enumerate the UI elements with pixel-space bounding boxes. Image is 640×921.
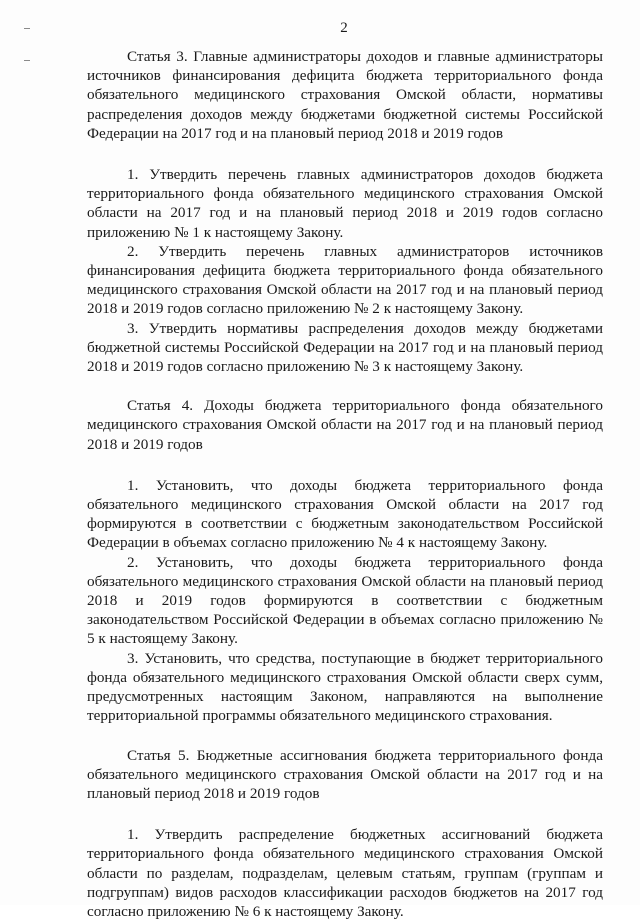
scan-margin-mark — [24, 60, 30, 61]
article-heading: Статья 5. Бюджетные ассигнования бюджета территориального фонда обязательного медицинского страхования Омской области на 2017 год и на плановый период 2018 и 2019 годов — [87, 746, 603, 804]
article-3 — [87, 47, 603, 376]
paragraph: 2. Установить, что доходы бюджета территориального фонда обязательного медицинского страхования Омской области на плановый период 2018 и 2019 годов формируются в соответствии с бюджетным законодательством Российской Федерации в объемах согласно приложению № 5 к настоящему Закону. — [87, 553, 603, 649]
article-heading: Статья 3. Главные администраторы доходов и главные администраторы источников финансирования дефицита бюджета территориального фонда обязательного медицинского страхования Омской области, нормативы распределения доходов между бюджетами бюджетной системы Российской Федерации на 2017 год и на плановый период 2018 и 2019 годов — [87, 47, 603, 143]
article-heading: Статья 4. Доходы бюджета территориального фонда обязательного медицинского страхования Омской области на 2017 год и на плановый период 2018 и 2019 годов — [87, 396, 603, 454]
paragraph: 1. Установить, что доходы бюджета территориального фонда обязательного медицинского страхования Омской области на 2017 год формируются в соответствии с бюджетным законодательством Российской Федерации в объемах согласно приложению № 4 к настоящему Закону. — [87, 476, 603, 553]
paragraph: 3. Установить, что средства, поступающие в бюджет территориального фонда обязательного медицинского страхования Омской области сверх сумм, предусмотренных настоящим Законом, направляются на выполнение территориальной программы обязательного медицинского страхования. — [87, 649, 603, 726]
page-number: 2 — [24, 20, 640, 37]
article-5 — [87, 746, 603, 921]
document-body — [87, 47, 603, 921]
article-4 — [87, 396, 603, 725]
paragraph: 1. Утвердить перечень главных администраторов доходов бюджета территориального фонда обязательного медицинского страхования Омской области на 2017 год и на плановый период 2018 и 2019 годов согласно приложению № 1 к настоящему Закону. — [87, 165, 603, 242]
paragraph: 1. Утвердить распределение бюджетных ассигнований бюджета территориального фонда обязательного медицинского страхования Омской области по разделам, подразделам, целевым статьям, группам (группам и подгруппам) видов расходов классификации расходов бюджетов на 2017 год согласно приложению № 6 к настоящему Закону. — [87, 825, 603, 921]
paragraph: 3. Утвердить нормативы распределения доходов между бюджетами бюджетной системы Российской Федерации на 2017 год и на плановый период 2018 и 2019 годов согласно приложению № 3 к настоящему Закону. — [87, 319, 603, 377]
paragraph: 2. Утвердить перечень главных администраторов источников финансирования дефицита бюджета территориального фонда обязательного медицинского страхования Омской области на 2017 год и на плановый период 2018 и 2019 годов согласно приложению № 2 к настоящему Закону. — [87, 242, 603, 319]
